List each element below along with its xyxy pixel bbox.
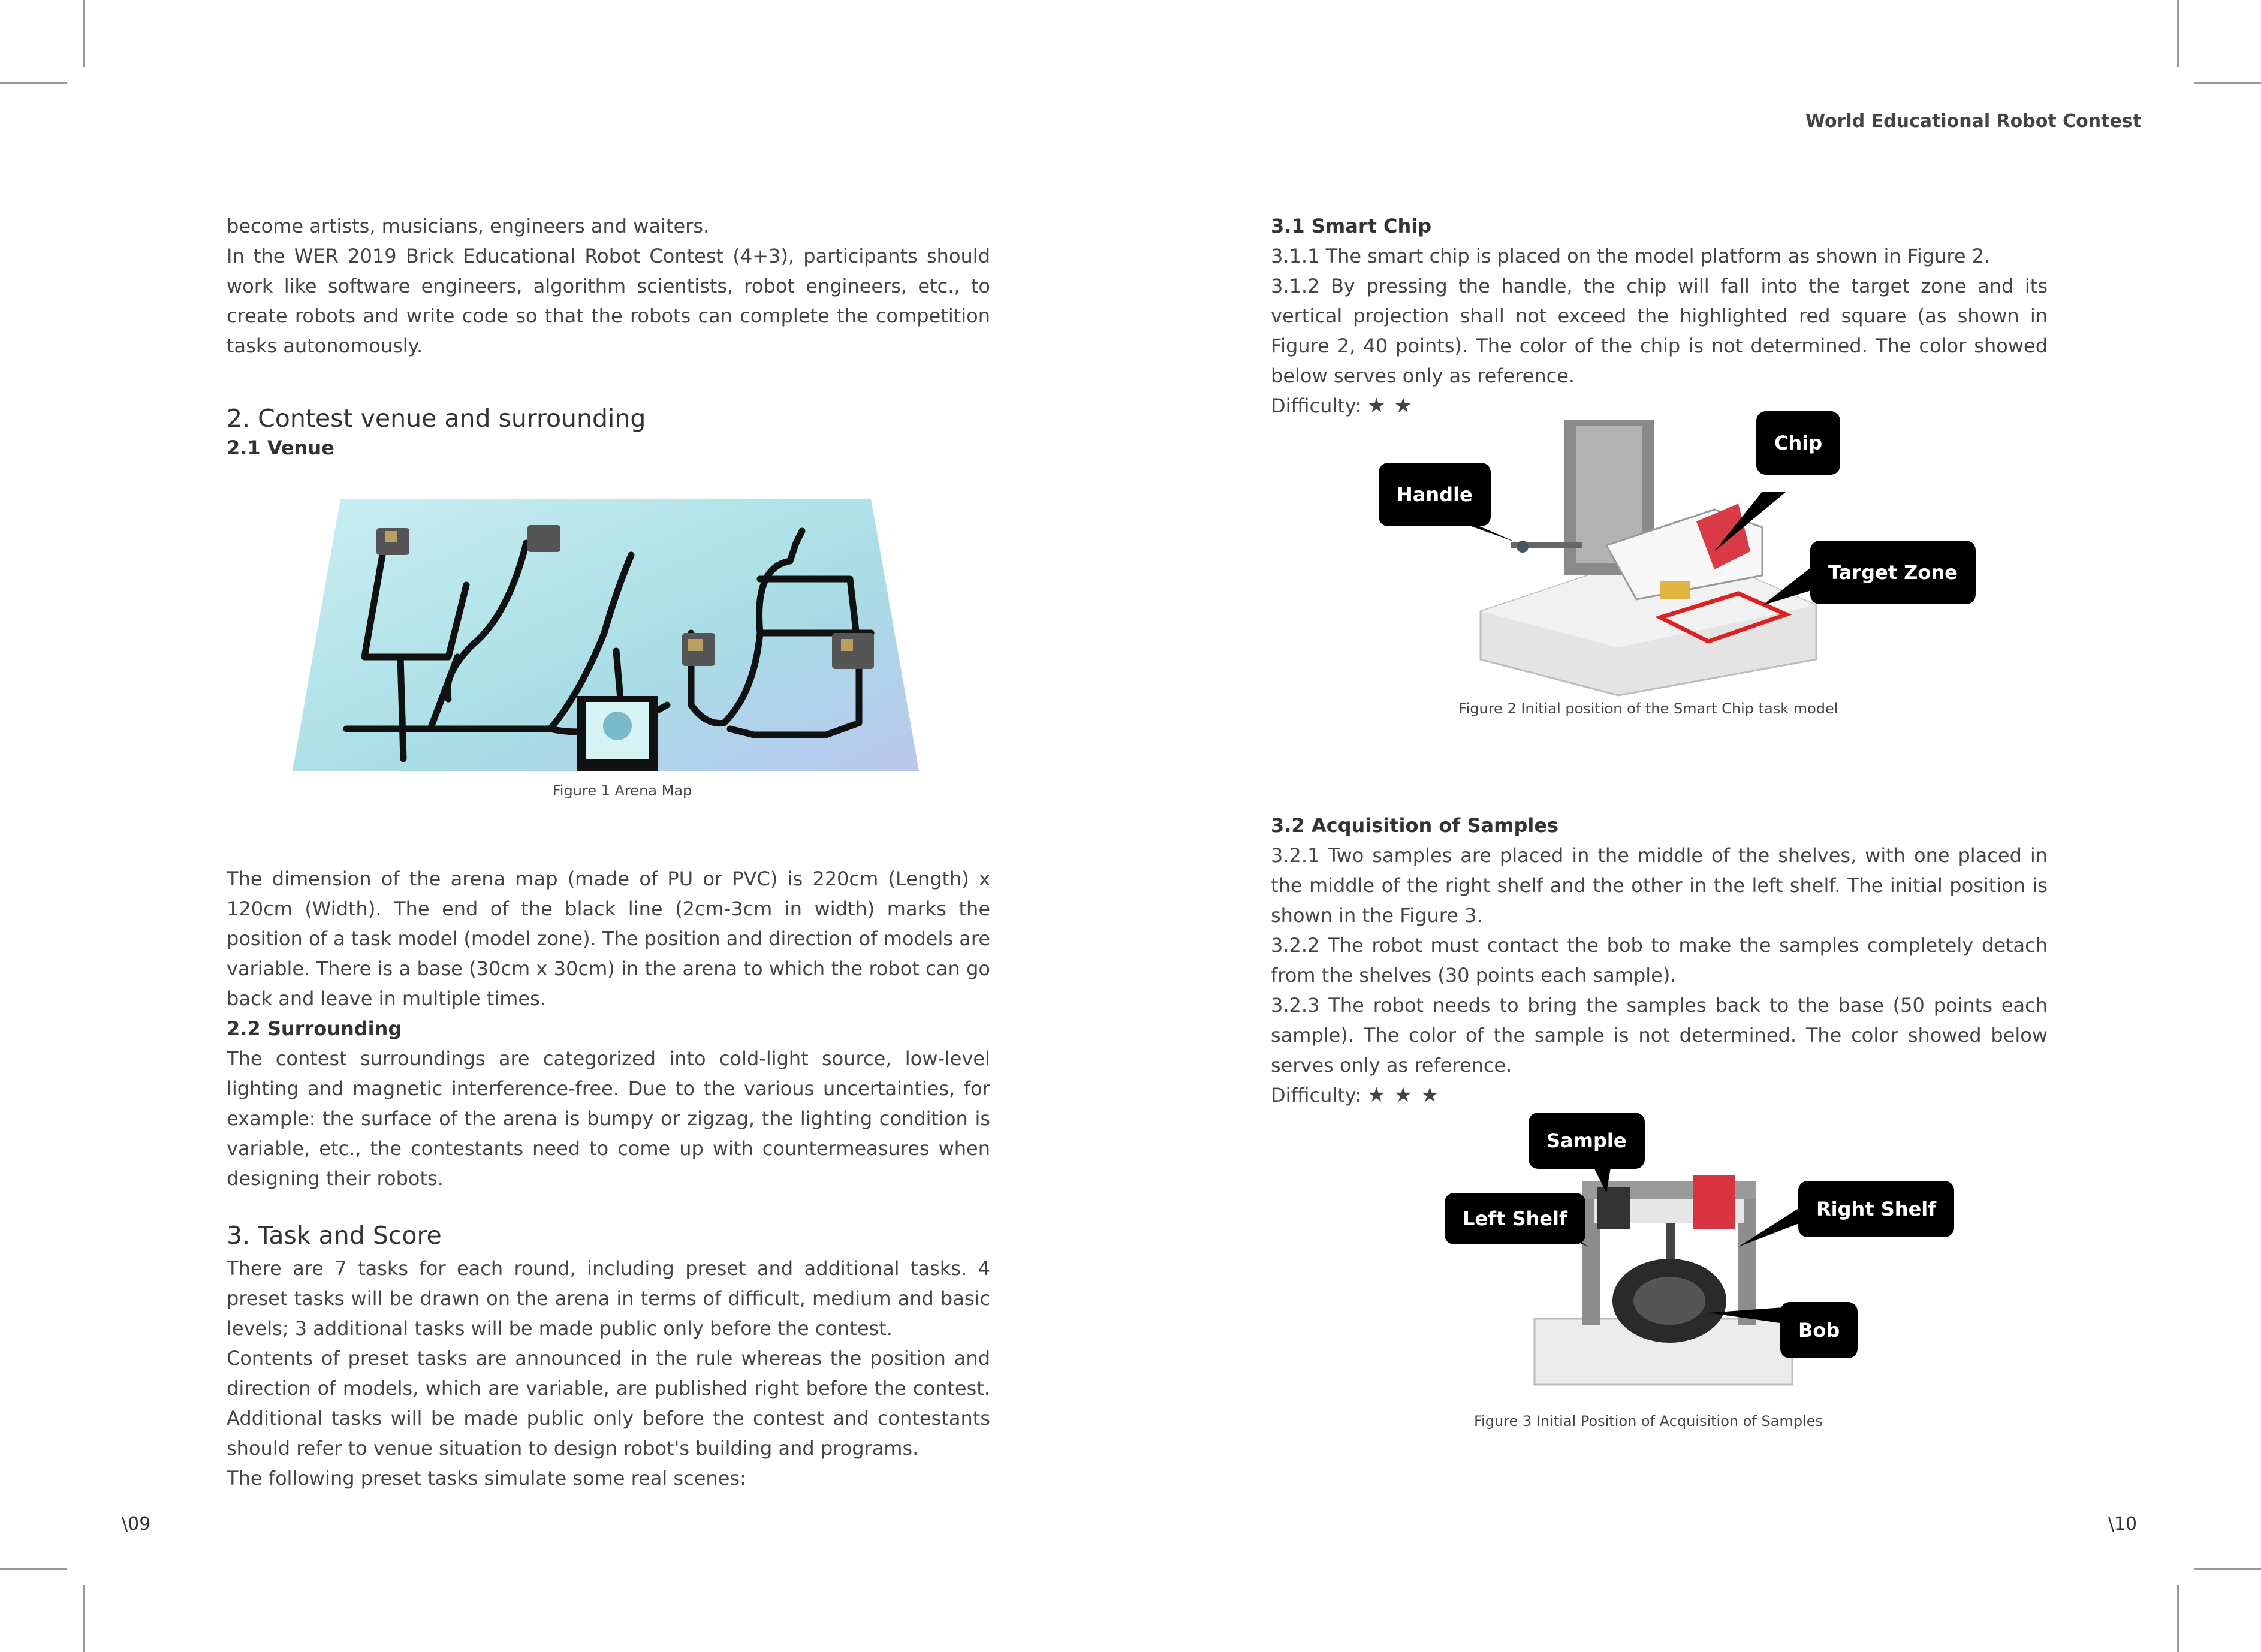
running-header: World Educational Robot Contest bbox=[1805, 111, 2141, 132]
s323-text: 3.2.3 The robot needs to bring the samples back to the base (50 points each sample). The color of the sample is not determined. The color showed below serves only as reference. bbox=[1271, 994, 2048, 1077]
chip-label: Chip bbox=[1756, 411, 1840, 475]
crop-mark bbox=[2177, 1585, 2179, 1652]
figure-2-caption: Figure 2 Initial position of the Smart Chip task model bbox=[1458, 700, 1838, 717]
difficulty-row-2 bbox=[1271, 1080, 2048, 1110]
left-shelf-label: Left Shelf bbox=[1445, 1193, 1585, 1244]
venue-paragraph: The dimension of the arena map (made of PU or PVC) is 220cm (Length) x 120cm (Width). The end of the black line (2cm-3cm in width) marks the position of a task model (model zone). The position and direction of models are variable. There is a base (30cm x 30cm) in the arena to which the robot can go back and leave in multiple times. bbox=[227, 867, 990, 1010]
page-number-left: \09 bbox=[122, 1514, 151, 1535]
crop-mark bbox=[83, 0, 85, 67]
s321-text: 3.2.1 Two samples are placed in the middle of the shelves, with one placed in the middle of the right shelf and the other in the left shelf. The initial position is shown in the Figure 3. bbox=[1271, 844, 2048, 927]
left-column bbox=[227, 211, 990, 463]
task-paragraph-3: The following preset tasks simulate some real scenes: bbox=[227, 1467, 746, 1490]
star-rating: ★★★ bbox=[1367, 1083, 1448, 1107]
right-column-lower bbox=[1271, 810, 2048, 1110]
crop-mark bbox=[83, 1585, 85, 1652]
figure-1-caption: Figure 1 Arena Map bbox=[552, 782, 692, 799]
s322-text: 3.2.2 The robot must contact the bob to make the samples completely detach from the shelves (30 points each sample). bbox=[1271, 934, 2048, 987]
smart-chip-figure bbox=[1379, 408, 1966, 707]
crop-mark bbox=[0, 1568, 67, 1570]
callout-pointer bbox=[1445, 1115, 1936, 1403]
crop-mark bbox=[2194, 1568, 2261, 1570]
samples-figure bbox=[1445, 1115, 1936, 1403]
left-column-lower bbox=[227, 864, 990, 1493]
section-2-heading: 2. Contest venue and surrounding bbox=[227, 404, 646, 433]
section-3-1-heading: 3.1 Smart Chip bbox=[1271, 215, 1432, 237]
task-paragraph-1: There are 7 tasks for each round, including preset and additional tasks. 4 preset tasks will be drawn on the arena in terms of difficult, medium and basic levels; 3 additional tasks will be made public only before the contest. bbox=[227, 1257, 990, 1340]
arena-map-image bbox=[293, 495, 922, 771]
star-rating: ★★ bbox=[1367, 394, 1421, 418]
difficulty-label: Difficulty: bbox=[1271, 1084, 1362, 1107]
surrounding-paragraph: The contest surroundings are categorized into cold-light source, low-level lighting and magnetic interference-free. Due to the various uncertainties, for example: the surface of the arena is bumpy or zigzag, the lighting condition is variable, etc., the contestants need to come up with countermeasures when designing their robots. bbox=[227, 1047, 990, 1190]
intro-line: become artists, musicians, engineers and waiters. bbox=[227, 215, 710, 237]
s312-text: 3.1.2 By pressing the handle, the chip will fall into the target zone and its vertical projection shall not exceed the highlighted red square (as shown in Figure 2, 40 points). The color of the chip is not determined. The color showed below serves only as reference. bbox=[1271, 275, 2048, 387]
arena-map-figure bbox=[293, 495, 922, 771]
crop-mark bbox=[2194, 82, 2261, 84]
handle-label: Handle bbox=[1379, 463, 1491, 526]
s311-text: 3.1.1 The smart chip is placed on the model platform as shown in Figure 2. bbox=[1271, 245, 1991, 267]
right-shelf-label: Right Shelf bbox=[1798, 1181, 1954, 1237]
section-3-heading: 3. Task and Score bbox=[227, 1221, 442, 1250]
target-zone-label: Target Zone bbox=[1810, 541, 1976, 604]
page-number-right: \10 bbox=[2108, 1514, 2137, 1535]
bob-label: Bob bbox=[1780, 1302, 1858, 1358]
section-3-2-heading: 3.2 Acquisition of Samples bbox=[1271, 814, 1559, 837]
task-paragraph-2: Contents of preset tasks are announced in the rule whereas the position and direction of models, which are variable, are published right before the contest. Additional tasks will be made public only before the contest and contestants should refer to venue situation to design robot's building and programs. bbox=[227, 1347, 990, 1460]
section-2-1-heading: 2.1 Venue bbox=[227, 436, 334, 459]
section-2-2-heading: 2.2 Surrounding bbox=[227, 1017, 402, 1040]
figure-3-caption: Figure 3 Initial Position of Acquisition of Samples bbox=[1473, 1413, 1823, 1430]
sample-label: Sample bbox=[1529, 1113, 1645, 1169]
right-column bbox=[1271, 211, 2048, 421]
crop-mark bbox=[2177, 0, 2179, 67]
crop-mark bbox=[0, 82, 67, 84]
intro-paragraph: In the WER 2019 Brick Educational Robot Contest (4+3), participants should work like software engineers, algorithm scientists, robot engineers, etc., to create robots and write code so that the robots can complete the competition tasks autonomously. bbox=[227, 245, 990, 357]
difficulty-label: Difficulty: bbox=[1271, 394, 1362, 417]
